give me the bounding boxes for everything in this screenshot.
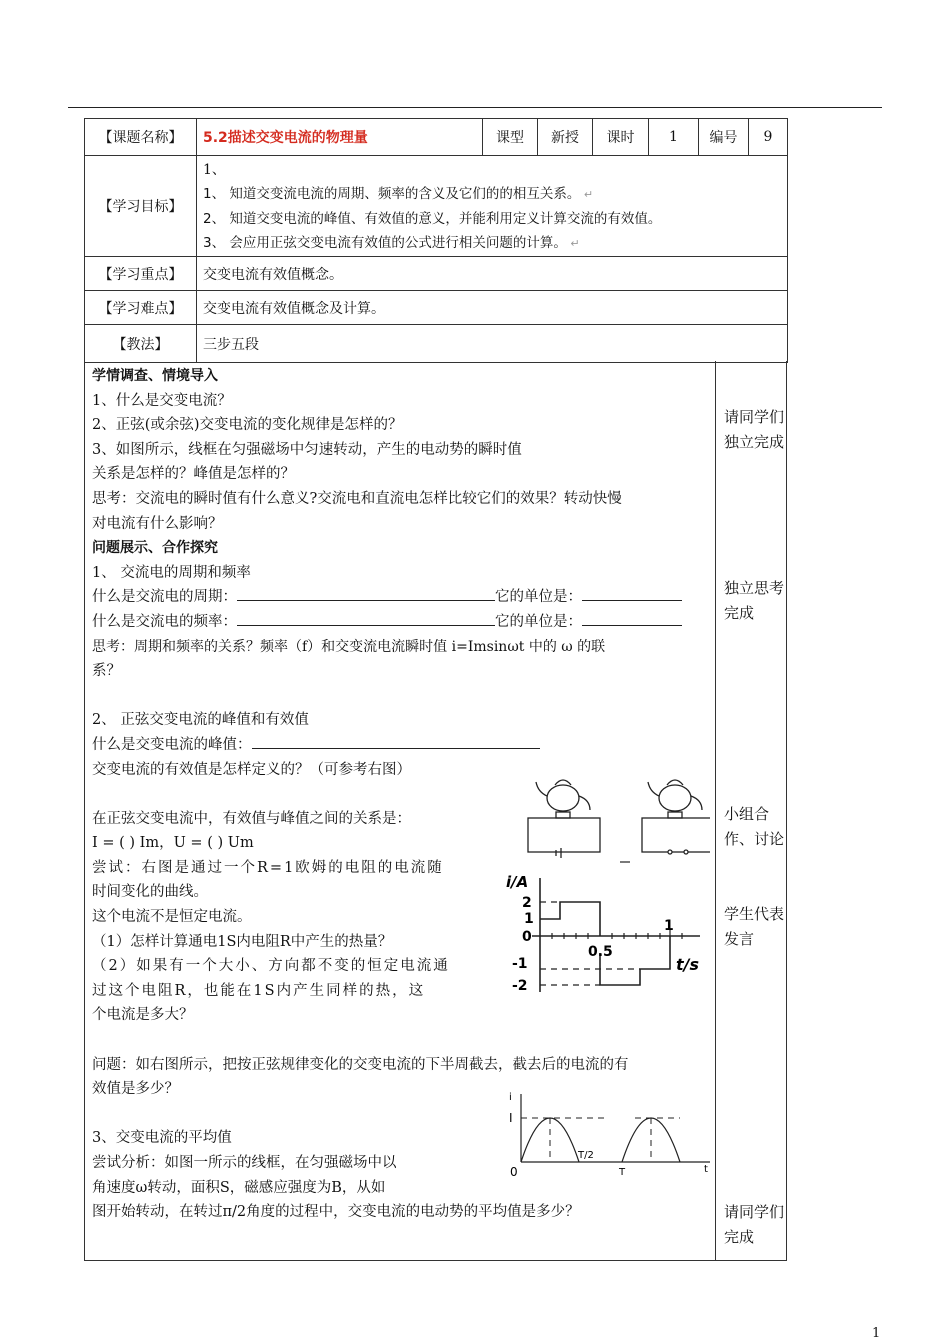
- label-goals: 【学习目标】: [85, 156, 197, 257]
- graph1-tick: -1: [512, 956, 528, 972]
- peak-question: 什么是交变电流的峰值：: [92, 733, 712, 758]
- label-type: 课型: [483, 119, 538, 156]
- sub-question: 个电流是多大？: [92, 1007, 194, 1024]
- goals-list: [197, 156, 788, 257]
- try-text: 时间变化的曲线。: [92, 884, 208, 901]
- answer-blank[interactable]: [237, 611, 495, 626]
- try-text: 角速度ω转动，面积S，磁感应强度为B，从如: [92, 1179, 386, 1196]
- lesson-number: 9: [749, 119, 788, 156]
- statement: 这个电流不是恒定电流。: [92, 909, 252, 926]
- goal-item: 1、: [203, 162, 226, 178]
- subsection: 3、交变电流的平均值: [92, 1130, 232, 1147]
- teaching-method: 三步五段: [197, 325, 788, 363]
- think: 对电流有什么影响？: [92, 515, 223, 532]
- try-text: 图开始转动，在转过π/2角度的过程中，交变电流的电动势的平均值是多少？: [92, 1204, 580, 1221]
- graph2-label: 0: [510, 1165, 518, 1179]
- sub-question: （1）怎样计算通电1S内电阻R中产生的热量？: [92, 933, 393, 950]
- side-note: 请同学们完成: [724, 1203, 785, 1246]
- kettle-circuit-figure: [520, 770, 710, 870]
- graph1-xtick: 1: [664, 918, 674, 934]
- label-number: 编号: [699, 119, 749, 156]
- try-text: 尝试分析：如图一所示的线框，在匀强磁场中以: [92, 1155, 397, 1171]
- answer-blank[interactable]: [252, 734, 540, 749]
- question: 1、什么是交变电流？: [92, 392, 232, 409]
- label-title: 【课题名称】: [85, 119, 197, 156]
- label-hours: 课时: [593, 119, 649, 156]
- side-note: 学生代表发言: [724, 905, 785, 948]
- formula: I = ( ) Im，U = ( ) Um: [92, 835, 254, 852]
- difficult-point: 交变电流有效值概念及计算。: [197, 291, 788, 325]
- graph1-xtick: 0.5: [588, 944, 613, 960]
- think: 思考：周期和频率的关系？频率（f）和交变流电流瞬时值 i=Imsinωt 中的 ω 的联: [92, 638, 606, 655]
- graph2-label: I: [509, 1111, 513, 1125]
- graph1-tick: 1: [524, 911, 534, 927]
- lesson-title: 5.2描述交变电流的物理量: [197, 119, 483, 156]
- sub-question: 过这个电阻R，也能在1S内产生同样的热，这: [92, 982, 426, 999]
- graph2-label: T: [619, 1167, 626, 1178]
- page-number: 1: [872, 1326, 881, 1341]
- freq-question: 什么是交流电的频率： 它的单位是：: [92, 610, 712, 635]
- graph1-ylabel: i/A: [506, 873, 529, 891]
- answer-blank[interactable]: [582, 586, 682, 601]
- header-table: [84, 118, 788, 363]
- square-wave-graph: [500, 870, 725, 1000]
- question: 3、如图所示，线框在匀强磁场中匀速转动，产生的电动势的瞬时值: [92, 441, 522, 458]
- graph1-tick: 2: [522, 895, 532, 911]
- graph1-tick: 0: [522, 929, 532, 945]
- section-title: 问题展示、合作探究: [92, 540, 218, 557]
- goal-item: 1、 知道交变流电流的周期、频率的含义及它们的的相互关系。 ↵: [203, 186, 594, 202]
- goal-item: 3、 会应用正弦交变电流有效值的公式进行相关问题的计算。 ↵: [203, 235, 580, 251]
- try-text: 尝试：右图是通过一个R=1欧姆的电阻的电流随: [92, 859, 444, 876]
- answer-blank[interactable]: [582, 611, 682, 626]
- side-note: 请同学们独立完成: [724, 408, 785, 451]
- graph2-label: T/2: [578, 1150, 594, 1161]
- relation: 在正弦交变电流中，有效值与峰值之间的关系是：: [92, 810, 411, 827]
- graph2-xlabel: t: [704, 1164, 708, 1175]
- question: 关系是怎样的？峰值是怎样的？: [92, 466, 295, 483]
- question: 效值是多少？: [92, 1081, 179, 1098]
- subsection: 1、 交流电的周期和频率: [92, 564, 251, 581]
- label-key: 【学习重点】: [85, 257, 197, 291]
- think: 系？: [92, 663, 121, 680]
- label-method: 【教法】: [85, 325, 197, 363]
- key-point: 交变电流有效值概念。: [197, 257, 788, 291]
- section-title: 学情调查、情境导入: [92, 368, 218, 384]
- question: 问题：如右图所示，把按正弦规律变化的交变电流的下半周截去，截去后的电流的有: [92, 1056, 629, 1073]
- graph1-xlabel: t/s: [676, 955, 700, 974]
- label-difficult: 【学习难点】: [85, 291, 197, 325]
- side-note: 独立思考完成: [724, 579, 785, 622]
- half-wave-graph: [505, 1090, 720, 1182]
- graph2-ylabel: i: [509, 1092, 512, 1103]
- lesson-type: 新授: [538, 119, 593, 156]
- answer-blank[interactable]: [237, 586, 495, 601]
- subsection: 2、 正弦交变电流的峰值和有效值: [92, 712, 309, 729]
- goal-item: 2、 知道交变电流的峰值、有效值的意义，并能利用定义计算交流的有效值。: [203, 211, 662, 227]
- effective-question: 交变电流的有效值是怎样定义的？（可参考右图）: [92, 761, 411, 778]
- lesson-hours: 1: [649, 119, 699, 156]
- question: 2、正弦(或余弦)交变电流的变化规律是怎样的？: [92, 417, 403, 434]
- think: 思考：交流电的瞬时值有什么意义?交流电和直流电怎样比较它们的效果？转动快慢: [92, 490, 622, 507]
- side-note: 小组合作、讨论: [724, 805, 785, 848]
- top-rule: [68, 107, 882, 108]
- period-question: 什么是交流电的周期： 它的单位是：: [92, 585, 712, 610]
- sub-question: （2）如果有一个大小、方向都不变的恒定电流通: [92, 958, 450, 975]
- graph1-tick: -2: [512, 978, 528, 994]
